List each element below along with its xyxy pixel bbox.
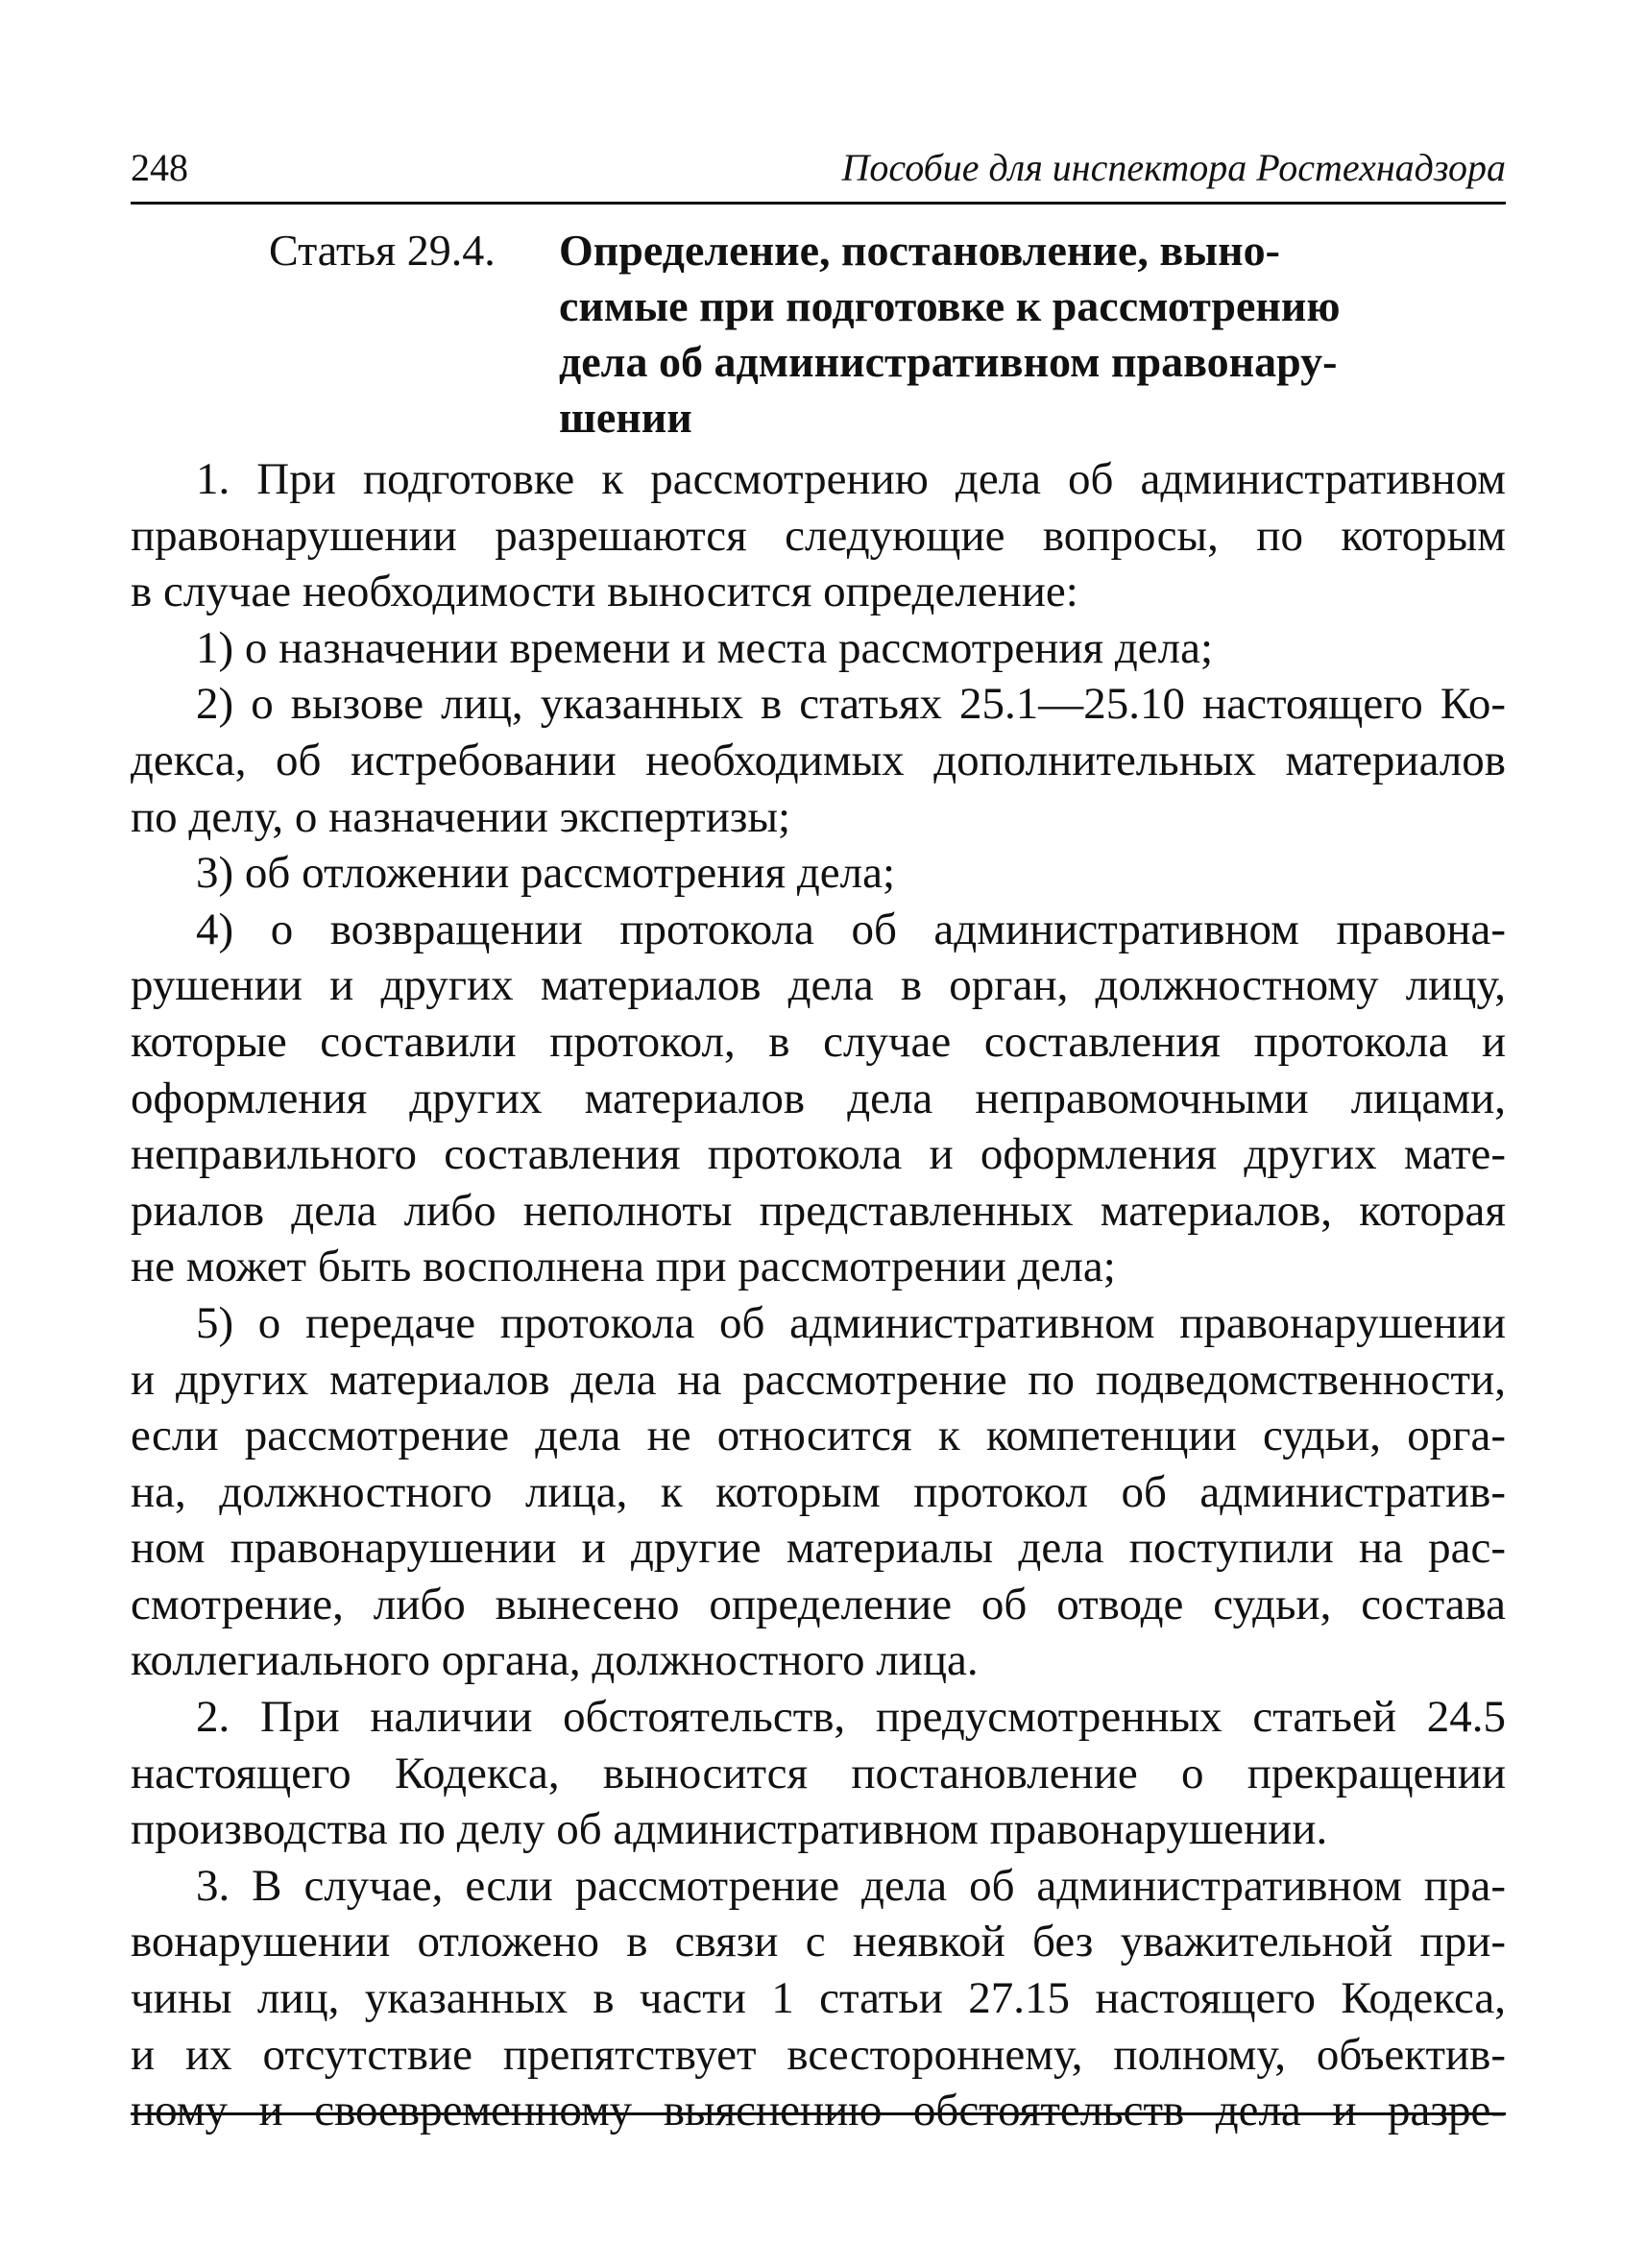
paragraph <box>131 902 1506 1295</box>
paragraph <box>131 620 1506 677</box>
article-title-line: симые при подготовке к рассмотрению <box>559 281 1341 330</box>
paragraph-line: вонарушении отложено в связи с неявкой без уважительной при- <box>131 1917 1506 1967</box>
article-title-line: дела об административном правонару- <box>559 337 1338 386</box>
paragraph-line: 3. В случае, если рассмотрение дела об административном пра- <box>196 1860 1506 1911</box>
paragraph-line: коллегиального органа, должностного лица. <box>131 1635 979 1686</box>
paragraph-line: риалов дела либо неполноты представленных материалов, которая <box>131 1185 1506 1236</box>
paragraph-line: оформления других материалов дела неправомочными лицами, <box>131 1073 1506 1123</box>
paragraph-line: 4) о возвращении протокола об административном правона- <box>196 904 1506 954</box>
bottom-rule <box>131 2112 1506 2115</box>
paragraph-line: неправильного составления протокола и оформления других мате- <box>131 1129 1506 1180</box>
paragraph-line: 1. При подготовке к рассмотрению дела об административном <box>196 454 1506 504</box>
paragraph-line: смотрение, либо вынесено определение об отводе судьи, состава <box>131 1579 1506 1629</box>
paragraph-line: 3) об отложении рассмотрения дела; <box>196 848 896 899</box>
paragraph-line: ному и своевременному выяснению обстоятельств дела и разре- <box>131 2086 1506 2136</box>
paragraph-line: чины лиц, указанных в части 1 статьи 27.15 настоящего Кодекса, <box>131 1973 1506 2024</box>
paragraph-line: если рассмотрение дела не относится к компетенции судьи, орга- <box>131 1411 1506 1461</box>
paragraph <box>131 451 1506 620</box>
paragraph-line: 1) о назначении времени и места рассмотрения дела; <box>196 622 1214 673</box>
paragraph-line: рушении и других материалов дела в орган, должностному лицу, <box>131 960 1506 1011</box>
article-title-line: Определение, постановление, выно- <box>559 226 1280 275</box>
article-title-line: шении <box>559 393 692 442</box>
paragraph-line: декса, об истребовании необходимых дополнительных материалов <box>131 735 1506 785</box>
paragraph-line: не может быть восполнена при рассмотрении дела; <box>131 1242 1116 1292</box>
paragraph-line: 2) о вызове лиц, указанных в статьях 25.1—25.10 настоящего Ко- <box>196 679 1506 730</box>
paragraph-line: и их отсутствие препятствует всестороннему, полному, объектив- <box>131 2029 1506 2080</box>
article-title <box>559 223 1341 446</box>
paragraph <box>131 676 1506 845</box>
paragraph-line: на, должностного лица, к которым протокол об административ- <box>131 1466 1506 1517</box>
paragraph <box>131 1858 1506 2139</box>
running-head <box>131 144 1506 205</box>
paragraph-line: 5) о передаче протокола об административном правонарушении <box>196 1297 1506 1348</box>
paragraph-line: по делу, о назначении экспертизы; <box>131 791 791 842</box>
article-label: Статья 29.4. <box>269 226 496 275</box>
paragraph-line: правонарушении разрешаются следующие вопросы, по которым <box>131 510 1506 561</box>
paragraph <box>131 1689 1506 1858</box>
paragraph-line: в случае необходимости выносится определение: <box>131 567 1078 617</box>
paragraph-line: производства по делу об административном правонарушении. <box>131 1804 1328 1855</box>
page-number: 248 <box>131 146 188 189</box>
paragraph <box>131 845 1506 902</box>
running-title: Пособие для инспектора Ростехнадзора <box>841 146 1506 189</box>
paragraph-line: ном правонарушении и другие материалы дела поступили на рас- <box>131 1523 1506 1574</box>
paragraph-line: и других материалов дела на рассмотрение по подведомственности, <box>131 1354 1506 1405</box>
article-body <box>131 451 1506 2139</box>
paragraph <box>131 1295 1506 1689</box>
paragraph-line: настоящего Кодекса, выносится постановление о прекращении <box>131 1748 1506 1798</box>
paragraph-line: 2. При наличии обстоятельств, предусмотренных статьей 24.5 <box>196 1692 1506 1743</box>
paragraph-line: которые составили протокол, в случае составления протокола и <box>131 1016 1506 1067</box>
